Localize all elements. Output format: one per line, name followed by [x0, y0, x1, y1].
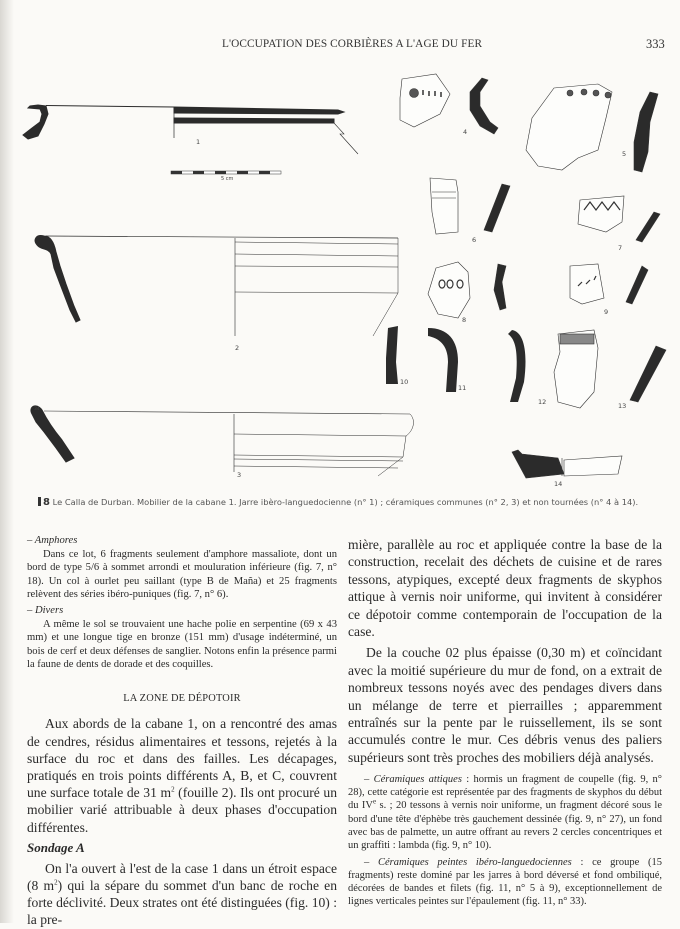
peintes-heading: – Céramiques peintes ibéro-languedociennes [364, 856, 572, 868]
item-label-7: 7 [618, 244, 623, 252]
sherd-10 [386, 326, 398, 384]
couche-paragraph: De la couche 02 plus épaisse (0,30 m) et coïncidant avec la moitié supérieure du mur de fond, on a extrait de nombreux tessons noyés avec des pendages divers dans un mélange de terre et pierrailles ; apparemment entraînés sur la pente par le ruissellement, ils se sont accumulés contre le mur. Ces débris venus des paliers supérieurs sont très proches des mobiliers déjà analysés. [348, 645, 662, 765]
item-label-11: 11 [458, 384, 467, 392]
item-label-10: 10 [400, 378, 409, 386]
zone-text-cont: (fouille 2). Ils ont procuré un mobilier varié attribuable à deux phases d'occupation différentes. [27, 785, 337, 835]
page-gutter-shadow [0, 0, 14, 923]
attiques-paragraph [348, 773, 662, 852]
right-column [348, 536, 662, 908]
scale-bar [171, 171, 281, 174]
sherd-5 [526, 84, 658, 172]
pottery-drawings [18, 62, 668, 492]
sondage-paragraph [27, 860, 337, 929]
attiques-text-cont: s. ; 20 tessons à vernis noir uniforme, un fragment décoré sous le bord d'une tête d'éphèbe très gauchement dessinée (fig. 9, n° 27), un fond avec bas de palmette, un autre offrant au revers 2 cercles concentriques et un graffiti : lambda (fig. 9, n° 10). [348, 800, 662, 851]
sherd-14 [512, 450, 622, 478]
sondage-heading: Sondage A [27, 839, 85, 855]
sherd-11 [428, 328, 458, 392]
item-label-14: 14 [554, 480, 563, 488]
zone-paragraph [27, 715, 337, 835]
running-head: L'OCCUPATION DES CORBIÈRES A L'AGE DU FER [222, 38, 483, 50]
superscript: e [373, 797, 377, 806]
amphores-paragraph: Dans ce lot, 6 fragments seulement d'amphore massaliote, dont un bord de type 5/6 à sommet arrondi et mouluration inférieure (fig. 7, n° 18). Un col à ourlet peu saillant (type B de Maña) et 25 fragments relèvent des séries ibéro-puniques (fig. 7, n° 6). [27, 549, 337, 600]
attiques-heading: – Céramiques attiques [364, 774, 462, 786]
caption-text: Le Calla de Durban. Mobilier de la cabane 1. Jarre ibèro-languedocienne (n° 1) ; céramiques communes (n° 2, 3) et non tournées (n° 4 à 14). [52, 497, 639, 507]
item-label-5: 5 [622, 150, 627, 158]
sherd-6 [430, 178, 510, 234]
item-annotation-3: - 34 [31, 407, 40, 412]
figure-caption [38, 497, 658, 508]
peintes-text: : ce groupe (15 fragments) reste dominé par les jarres à bord déversé et fond ombiliqué, décorées de bandes et filets (fig. 11, n° 5 à 9), exceptionnellement de lignes verticales peintes sur l'épaulement (fig. 11, n° 33). [348, 856, 662, 908]
divers-heading: – Divers [27, 605, 64, 617]
item-label-9: 9 [604, 308, 609, 316]
item-label-13: 13 [618, 402, 627, 410]
sherd-8 [428, 262, 506, 318]
sherd-12 [508, 330, 526, 402]
sherd-9 [570, 264, 648, 304]
zone-text: Aux abords de la cabane 1, on a rencontré des amas de cendres, résidus alimentaires et tessons, rejetés à la surface du roc et dans des failles. Les décapages, pratiqués en trois points différents A, B, et C, couvrent une surface totale de 31 m [27, 716, 337, 801]
sondage-text-cont: ) qui la sépare du sommet d'un banc de roche en forte déclivité. Deux strates ont été distinguées (fig. 10) : la pre- [27, 878, 338, 928]
page-number: 333 [646, 37, 665, 51]
figure-8-drawings [18, 62, 668, 492]
superscript: 2 [171, 785, 175, 794]
left-column [27, 534, 337, 929]
item-label-6: 6 [472, 236, 477, 244]
caption-marker [38, 497, 41, 506]
item-label-12: 12 [538, 398, 547, 406]
sherd-4 [400, 74, 498, 134]
amphores-heading: – Amphores [27, 535, 78, 546]
item-label-8: 8 [462, 316, 467, 324]
peintes-paragraph [348, 856, 662, 908]
sondage-text: On l'a ouvert à l'est de la case 1 dans un étroit espace (8 m [27, 860, 337, 893]
sherd-7 [578, 196, 660, 242]
continued-paragraph: mière, parallèle au roc et appliquée contre la base de la construction, recelait des déchets de cuisine et de rares tessons, atypiques, excepté deux fragments de skyphos attique à vernis noir uniforme, qui invitent à considérer ce dépotoir comme contemporain de l'occupation de la case. [348, 537, 662, 640]
section-title: LA ZONE DE DÉPOTOIR [123, 693, 241, 705]
scale-bar-label: 5 cm [221, 176, 234, 182]
item-label-4: 4 [463, 128, 468, 136]
sherd-3 [31, 406, 414, 476]
item-label-3: 3 [237, 471, 242, 479]
item-label-1: 1 [196, 138, 201, 146]
attiques-text: : hormis un fragment de coupelle (fig. 9, n° 28), cette catégorie est représentée par des fragments de skyphos du début du IV [348, 774, 662, 812]
divers-paragraph: A même le sol se trouvaient une hache polie en serpentine (69 x 43 mm) et une longue tige en bronze (151 mm) d'usage indéterminé, un bois de cerf et deux défenses de sanglier. Notons enfin la présence parmi la faune de dents de dorade et des coquilles. [27, 619, 337, 671]
sherd-13 [554, 330, 666, 408]
figure-number: 8 [43, 497, 50, 508]
superscript: 2 [54, 878, 58, 887]
sherd-2 [35, 236, 398, 336]
sherd-1 [23, 105, 358, 154]
item-label-2: 2 [235, 344, 240, 352]
